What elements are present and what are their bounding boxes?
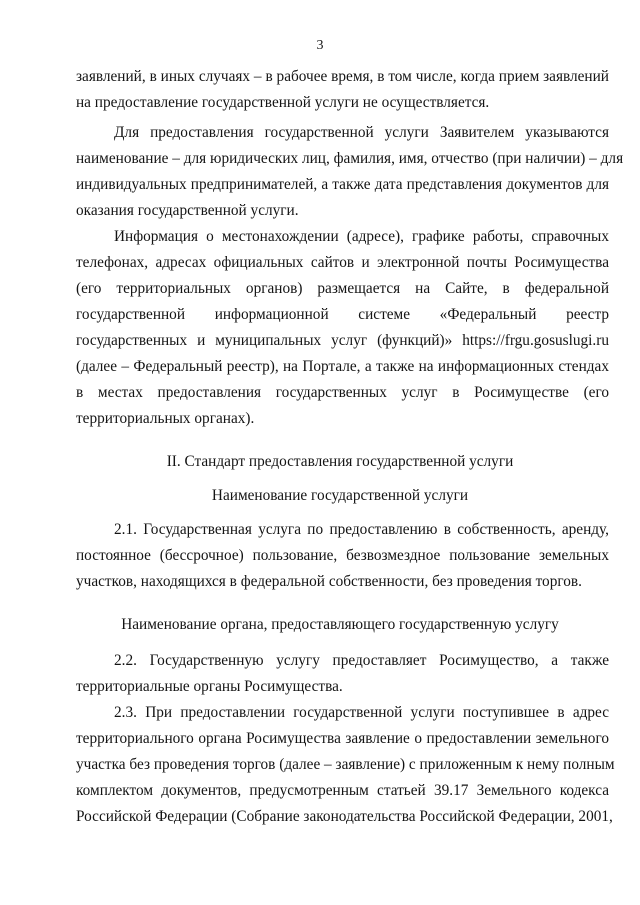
- paragraph-line: государственных и муниципальных услуг (функций)» https://frgu.gosuslugi.ru: [76, 332, 609, 349]
- paragraph-line: заявлений, в иных случаях – в рабочее время, в том числе, когда прием заявлений: [76, 68, 609, 85]
- paragraph-line: территориальных органах).: [76, 410, 255, 427]
- paragraph-line: (далее – Федеральный реестр), на Портале, а также на информационных стендах: [76, 358, 609, 375]
- clause-line: Российской Федерации (Собрание законодательства Российской Федерации, 2001,: [76, 808, 613, 825]
- paragraph-line: оказания государственной услуги.: [76, 202, 299, 219]
- paragraph-line: телефонах, адресах официальных сайтов и электронной почты Росимущества: [76, 254, 609, 271]
- clause-line: комплектом документов, предусмотренным статьей 39.17 Земельного кодекса: [76, 782, 609, 799]
- clause-line: территориального органа Росимущества заявление о предоставлении земельного: [76, 730, 609, 747]
- paragraph-line: государственной информационной системе «Федеральный реестр: [76, 306, 609, 323]
- paragraph-line: наименование – для юридических лиц, фамилия, имя, отчество (при наличии) – для: [76, 150, 624, 167]
- section-subtitle: Наименование государственной услуги: [211, 487, 469, 504]
- clause-line: 2.2. Государственную услугу предоставляет Росимущество, а также: [114, 652, 609, 669]
- clause-line: 2.3. При предоставлении государственной услуги поступившее в адрес: [114, 704, 609, 721]
- section-title: II. Стандарт предоставления государственной услуги: [166, 453, 514, 470]
- paragraph-line: Для предоставления государственной услуги Заявителем указываются: [114, 124, 609, 141]
- clause-line: территориальные органы Росимущества.: [76, 678, 343, 695]
- paragraph-line: в местах предоставления государственных услуг в Росимуществе (его: [76, 384, 609, 401]
- paragraph-line: (его территориальных органов) размещается на Сайте, в федеральной: [76, 280, 609, 297]
- paragraph-line: индивидуальных предпринимателей, а также дата представления документов для: [76, 176, 609, 193]
- paragraph-line: на предоставление государственной услуги не осуществляется.: [76, 94, 490, 111]
- clause-line: постоянное (бессрочное) пользование, безвозмездное пользование земельных: [76, 547, 609, 564]
- clause-line: участка без проведения торгов (далее – заявление) с приложенным к нему полным: [76, 756, 615, 773]
- paragraph-line: Информация о местонахождении (адресе), графике работы, справочных: [114, 228, 609, 245]
- clause-line: участков, находящихся в федеральной собственности, без проведения торгов.: [76, 573, 582, 590]
- section-subtitle: Наименование органа, предоставляющего государственную услугу: [121, 616, 559, 633]
- clause-line: 2.1. Государственная услуга по предоставлению в собственность, аренду,: [114, 521, 609, 538]
- page-number: 3: [316, 38, 324, 53]
